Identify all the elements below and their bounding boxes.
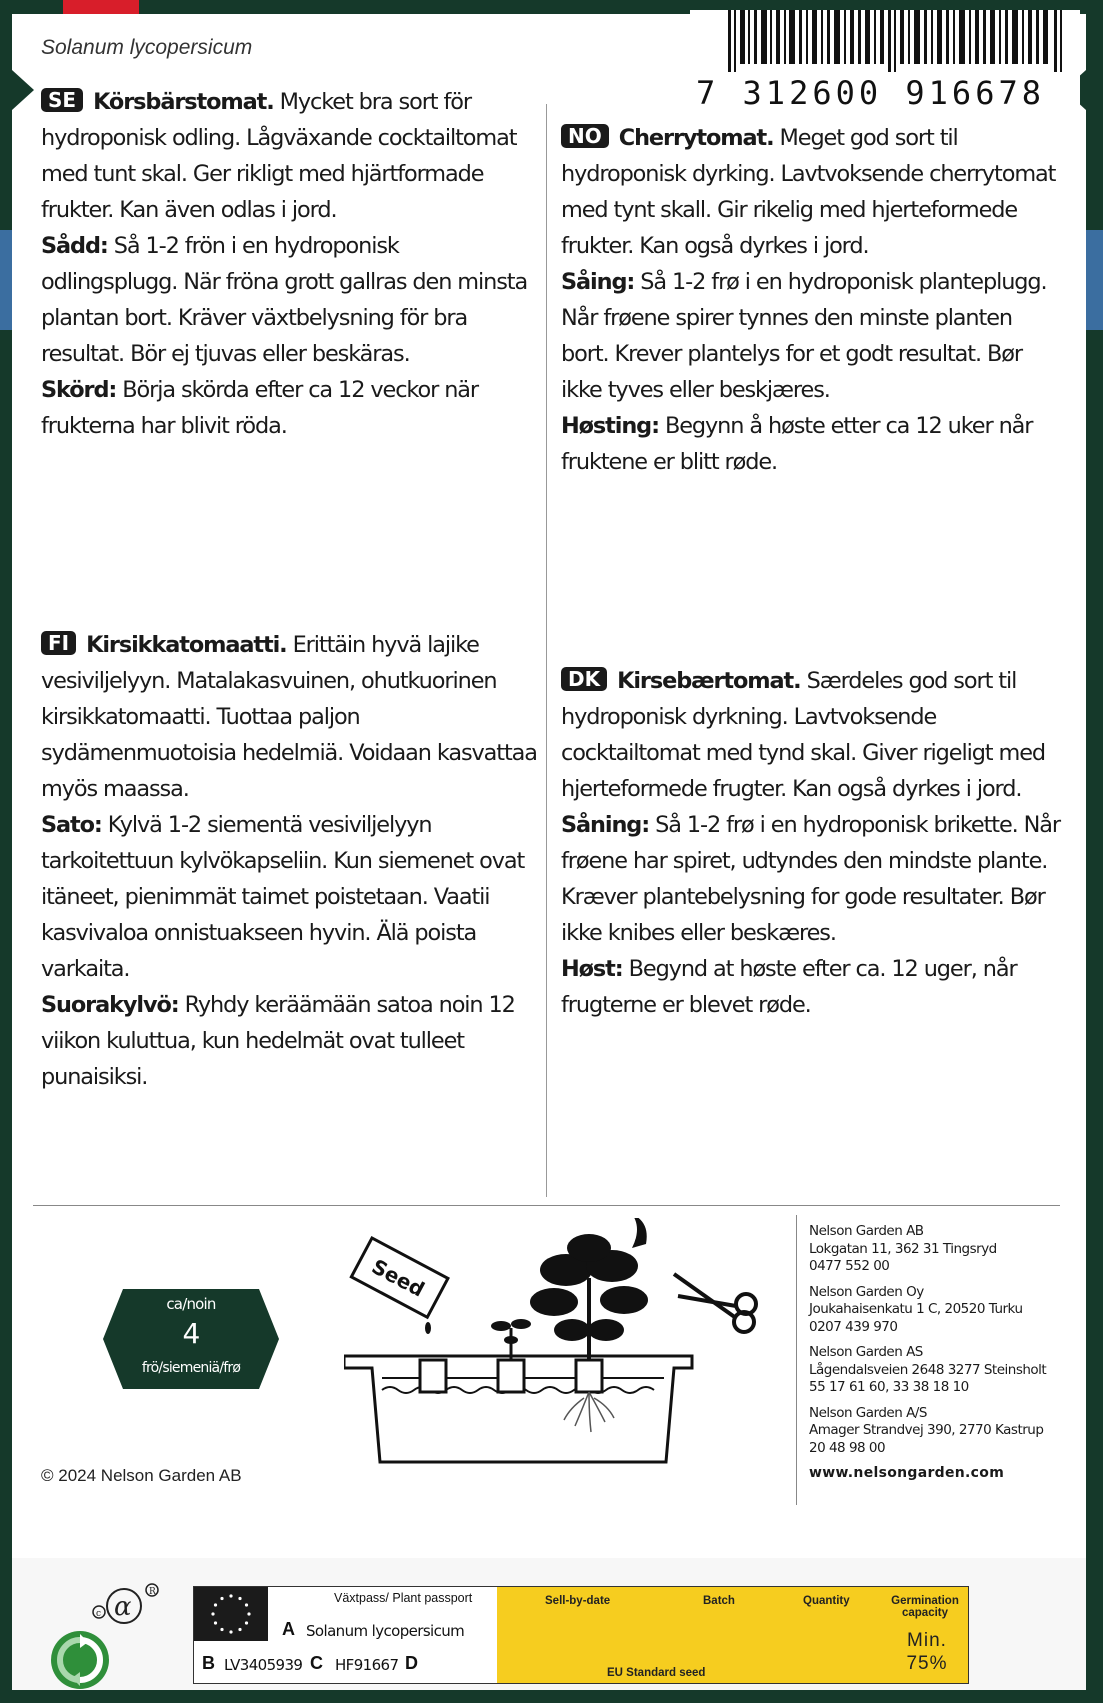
passport-d-label: D [405, 1653, 418, 1673]
no-intro [561, 120, 1061, 264]
no-flag-badge: NO [561, 124, 609, 148]
fi-intro-text: Erittäin hyvä lajike vesiviljelyyn. Matalakasvuinen, ohutkuorinen kirsikkatomaatti. Tuottaa paljon sydämenmuotoisia hedelmiä. Voidaan kasvattaa myös maassa. [41, 632, 537, 802]
no-harvest-label: Høsting: [561, 413, 659, 439]
contact-no [809, 1344, 1079, 1397]
no-intro-text: Meget god sort til hydroponisk dyrking. Lavtvoksende cherrytomat med tynt skall. Gir rikelig med hjerteformede frukter. Kan også dyrkes i jord. [561, 125, 1056, 259]
section-fi [41, 627, 541, 1095]
barcode [690, 10, 1080, 112]
section-no [561, 120, 1061, 480]
dk-intro [561, 663, 1061, 807]
plant-passport [193, 1586, 499, 1684]
tomato-plant-icon [530, 1218, 648, 1360]
seed-packet-label: Seed [367, 1254, 429, 1302]
dk-intro-text: Særdeles god sort til hydroponisk dyrkning. Lavtvoksende cocktailtomat med tynd skal. Giver rigeligt med hjerteformede frugter. Kan også dyrkes i jord. [561, 668, 1046, 802]
se-harvest [41, 372, 541, 444]
contact-dk [809, 1405, 1079, 1458]
dk-sow-label: Såning: [561, 812, 650, 838]
se-sow-text: Så 1-2 frön i en hydroponisk odlingsplugg. När fröna grott gallras den minsta plantan bort. Kräver växtbelysning för bra resultat. Bör ej tjuvas eller beskäras. [41, 233, 528, 367]
website-link[interactable]: www.nelsongarden.com [809, 1465, 1005, 1481]
alpha-logo-icon [86, 1582, 166, 1634]
germination-percent: 75% [906, 1653, 948, 1674]
passport-b-value: LV3405939 [224, 1656, 303, 1674]
barcode-number: 7 312600 916678 [696, 74, 1045, 112]
left-blue-stripe [0, 230, 12, 330]
batch-label: Batch [703, 1595, 735, 1607]
contacts-divider [796, 1215, 797, 1505]
column-divider [546, 104, 547, 1197]
germination-line2: capacity [901, 1607, 949, 1619]
contact-name: Nelson Garden AS [809, 1344, 923, 1360]
se-intro-text: Mycket bra sort för hydroponisk odling. Lågväxande cocktailtomat med tunt skal. Ger rikligt med hjärtformade frukter. Kan även odlas i jord. [41, 89, 517, 223]
top-red-tab [63, 0, 139, 14]
contact-phone: 20 48 98 00 [809, 1439, 886, 1456]
fi-harvest-text: Ryhdy keräämään satoa noin 12 viikon kuluttua, kun hedelmät ovat tulleet punaisiksi. [41, 992, 515, 1090]
se-intro [41, 84, 541, 228]
contact-name: Nelson Garden Oy [809, 1283, 924, 1300]
contact-phone: 0477 552 00 [809, 1258, 890, 1274]
se-harvest-text: Börja skörda efter ca 12 veckor när frukterna har blivit röda. [41, 377, 479, 439]
scissors-icon [674, 1274, 756, 1332]
seed-packet-icon [351, 1238, 448, 1317]
no-harvest-text: Begynn å høste etter ca 12 uker når fruktene er blitt røde. [561, 413, 1033, 475]
left-notch [12, 70, 34, 110]
passport-title: Växtpass/ Plant passport [334, 1591, 473, 1605]
fi-intro [41, 627, 541, 807]
section-dk [561, 663, 1061, 1023]
contact-address: Lokgatan 11, 362 31 Tingsryd [809, 1240, 997, 1257]
plug-icon-2 [498, 1360, 524, 1392]
seed-count-number: 4 [182, 1317, 200, 1350]
section-se [41, 84, 541, 444]
no-title: Cherrytomat. [618, 125, 774, 151]
germination-value [889, 1629, 965, 1675]
seed-count-prefix: ca/noin [166, 1295, 216, 1313]
svg-text:R: R [149, 1587, 156, 1597]
germination-line1: Germination [891, 1595, 959, 1607]
no-sow-label: Såing: [561, 269, 635, 295]
se-sow [41, 228, 541, 372]
fi-sow [41, 807, 541, 987]
eu-standard-label: EU Standard seed [607, 1667, 706, 1679]
seed-label-box [497, 1586, 969, 1684]
dk-harvest-text: Begynd at høste efter ca. 12 uger, når frugterne er blevet røde. [561, 956, 1017, 1018]
dk-harvest-label: Høst: [561, 956, 623, 982]
passport-c-value: HF91667 [335, 1656, 399, 1674]
dk-harvest [561, 951, 1061, 1023]
contact-phone: 55 17 61 60, 33 38 18 10 [809, 1379, 969, 1395]
se-sow-label: Sådd: [41, 233, 108, 259]
dk-flag-badge: DK [561, 667, 607, 691]
no-sow-text: Så 1-2 frø i en hydroponisk planteplugg. Når frøene spirer tynnes den minste planten bort. Krever plantelys for et godt resultat. Bør ikke tyves eller beskjæres. [561, 269, 1047, 403]
contact-name: Nelson Garden A/S [809, 1404, 927, 1421]
plug-icon-3 [576, 1360, 602, 1392]
fi-harvest [41, 987, 541, 1095]
passport-c-label: C [310, 1653, 323, 1673]
right-blue-stripe [1086, 230, 1103, 330]
se-flag-badge: SE [41, 88, 83, 112]
fi-flag-badge: FI [41, 631, 76, 655]
contact-address: Lågendalsveien 2648 3277 Steinsholt [809, 1361, 1047, 1378]
contact-se [809, 1223, 1079, 1276]
green-dot-recycle-icon [50, 1630, 110, 1690]
latin-name: Solanum lycopersicum [41, 36, 253, 59]
barcode-bars [728, 10, 1066, 72]
fi-sow-text: Kylvä 1-2 siementä vesiviljelyyn tarkoitettuun kylvökapseliin. Kun siemenet ovat itäneet, pienimmät taimet poistetaan. Vaatii kasvivaloa onnistuakseen hyvin. Älä poista varkaita. [41, 812, 525, 982]
hydroponic-illustration [344, 1218, 774, 1464]
company-contacts [809, 1223, 1079, 1483]
sell-by-label: Sell-by-date [545, 1595, 611, 1607]
se-harvest-label: Skörd: [41, 377, 117, 403]
fi-harvest-label: Suorakylvö: [41, 992, 179, 1018]
no-harvest [561, 408, 1061, 480]
eu-flag-icon [194, 1587, 268, 1641]
passport-b-label: B [202, 1653, 215, 1673]
dk-sow [561, 807, 1061, 951]
seed-count-unit: frö/siemeniä/frø [141, 1360, 241, 1376]
dk-title: Kirsebærtomat. [617, 668, 801, 694]
contact-phone: 0207 439 970 [809, 1318, 898, 1335]
bottom-divider [33, 1205, 1060, 1206]
contact-address: Amager Strandvej 390, 2770 Kastrup [809, 1422, 1044, 1438]
seed-count-badge [103, 1289, 279, 1389]
fi-title: Kirsikkatomaatti. [86, 632, 287, 658]
germination-min: Min. [907, 1630, 947, 1651]
svg-text:α: α [114, 1592, 132, 1622]
no-sow [561, 264, 1061, 408]
copyright: © 2024 Nelson Garden AB [41, 1466, 242, 1485]
seedling-icon [491, 1319, 531, 1360]
dk-sow-text: Så 1-2 frø i en hydroponisk brikette. Når frøene har spiret, udtyndes den mindste plante. Kræver plantebelysning for gode resultater. Bør ikke knibes eller beskæres. [561, 812, 1061, 946]
contact-address: Joukahaisenkatu 1 C, 20520 Turku [809, 1301, 1023, 1317]
svg-text:c: c [96, 1609, 102, 1619]
contact-name: Nelson Garden AB [809, 1223, 924, 1239]
roots-icon [564, 1392, 614, 1432]
falling-seed-icon [425, 1322, 431, 1334]
germination-label [887, 1595, 963, 1619]
passport-a-label: A [282, 1619, 295, 1639]
contact-fi [809, 1284, 1079, 1337]
quantity-label: Quantity [803, 1595, 850, 1607]
fi-sow-label: Sato: [41, 812, 102, 838]
plug-icon-1 [420, 1360, 446, 1392]
se-title: Körsbärstomat. [93, 89, 274, 115]
passport-a-value: Solanum lycopersicum [306, 1622, 465, 1640]
